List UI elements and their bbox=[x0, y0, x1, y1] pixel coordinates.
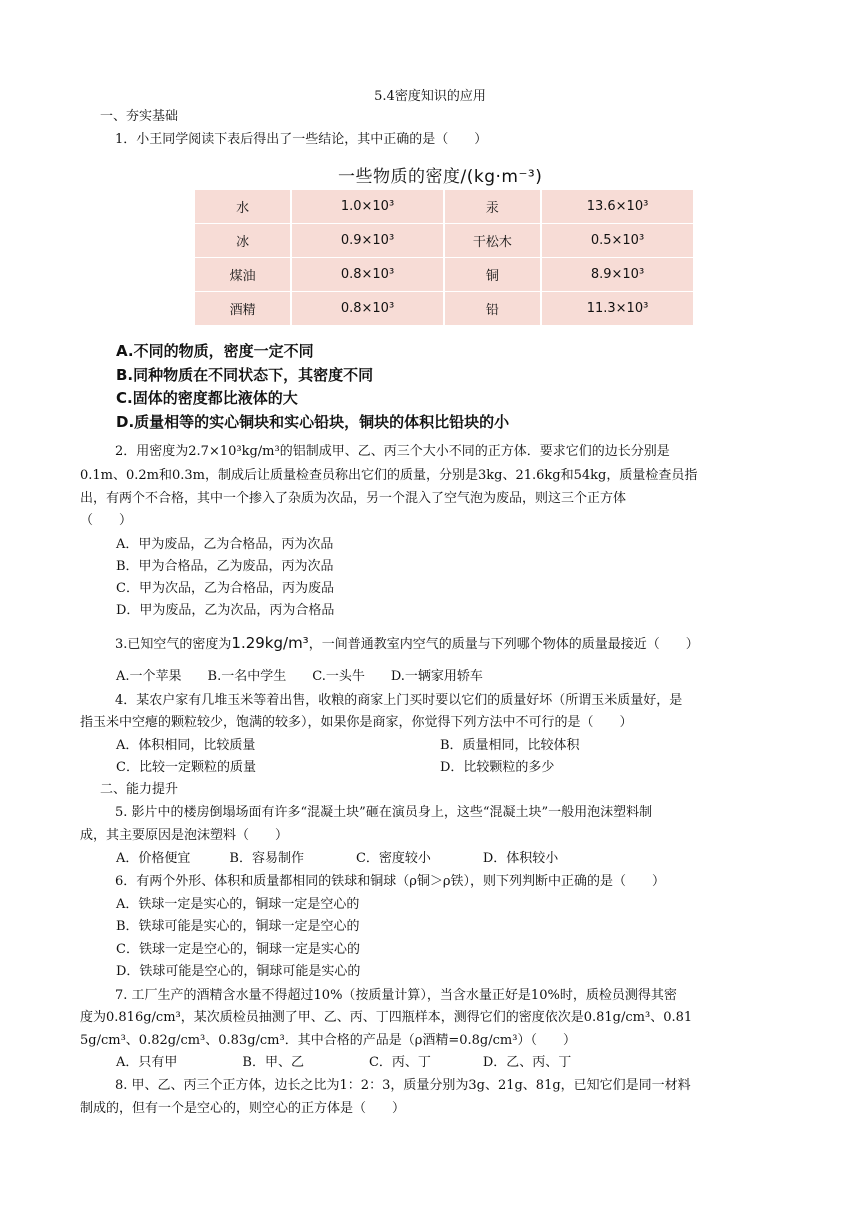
table-cell: 11.3×10³ bbox=[542, 292, 693, 326]
air-density-value: 1.29kg/m³ bbox=[231, 634, 309, 652]
question-5-line-1: 5. 影片中的楼房倒塌场面有许多“混凝土块”砸在演员身上，这些“混凝土块”一般用泡沫塑料制 bbox=[115, 805, 653, 820]
option-a: A．铁球一定是实心的，铜球一定是空心的 bbox=[116, 897, 360, 912]
option-d: D．比较颗粒的多少 bbox=[440, 760, 555, 775]
table-row bbox=[195, 292, 693, 326]
table-cell: 铜 bbox=[445, 258, 542, 292]
table-row bbox=[195, 224, 693, 258]
question-7-options: A．只有甲 B．甲、乙 C．丙、丁 D．乙、丙、丁 bbox=[116, 1055, 572, 1070]
table-cell: 水 bbox=[195, 190, 292, 224]
question-6-stem: 6．有两个外形、体积和质量都相同的铁球和铜球（ρ铜＞ρ铁），则下列判断中正确的是（ ） bbox=[115, 874, 666, 889]
question-8-line-2: 制成的，但有一个是空心的，则空心的正方体是（ ） bbox=[80, 1101, 406, 1116]
table-cell: 煤油 bbox=[195, 258, 292, 292]
table-cell: 汞 bbox=[445, 190, 542, 224]
density-table-title: 一些物质的密度/(kg·m⁻³) bbox=[338, 167, 543, 187]
question-4-line-2: 指玉米中空瘪的颗粒较少，饱满的较多），如果你是商家，你觉得下列方法中不可行的是（ ） bbox=[80, 715, 633, 730]
question-3-prefix: 3.已知空气的密度为 bbox=[115, 637, 232, 652]
question-2-line-1: 2．用密度为2.7×10³kg/m³的铝制成甲、乙、丙三个大小不同的正方体．要求它们的边长分别是 bbox=[115, 444, 670, 459]
option-b: B．质量相同，比较体积 bbox=[440, 738, 580, 753]
table-cell: 酒精 bbox=[195, 292, 292, 326]
page-title: 5.4密度知识的应用 bbox=[374, 89, 486, 104]
question-7-line-1: 7. 工厂生产的酒精含水量不得超过10%（按质量计算），当含水量正好是10%时，质检员测得其密 bbox=[115, 988, 677, 1003]
option-d: D．铁球可能是空心的，铜球可能是实心的 bbox=[116, 964, 361, 979]
table-cell: 铅 bbox=[445, 292, 542, 326]
table-cell: 冰 bbox=[195, 224, 292, 258]
question-2-line-4: （ ） bbox=[80, 513, 133, 528]
table-row bbox=[195, 258, 693, 292]
option-b: B.同种物质在不同状态下，其密度不同 bbox=[116, 366, 374, 384]
question-3-options: A.一个苹果 B.一名中学生 C.一头牛 D.一辆家用轿车 bbox=[116, 669, 483, 684]
option-c: C．比较一定颗粒的质量 bbox=[116, 760, 256, 775]
question-5-line-2: 成，其主要原因是泡沫塑料（ ） bbox=[80, 828, 289, 843]
question-4-line-1: 4．某农户家有几堆玉米等着出售，收粮的商家上门买时要以它们的质量好坏（所谓玉米质量好，是 bbox=[115, 693, 683, 708]
section-heading-basic: 一、夯实基础 bbox=[100, 109, 179, 124]
table-cell: 干松木 bbox=[445, 224, 542, 258]
option-c: C．铁球一定是空心的，铜球一定是实心的 bbox=[116, 942, 360, 957]
question-7-line-2: 度为0.816g/cm³，某次质检员抽测了甲、乙、丙、丁四瓶样本，测得它们的密度依次是0.81g/cm³、0.81 bbox=[80, 1010, 693, 1025]
option-b: B．铁球可能是实心的，铜球一定是空心的 bbox=[116, 919, 360, 934]
table-cell: 0.9×10³ bbox=[292, 224, 445, 258]
question-3-suffix: ，一间普通教室内空气的质量与下列哪个物体的质量最接近（ ） bbox=[308, 637, 699, 652]
option-a: A．体积相同，比较质量 bbox=[116, 738, 256, 753]
section-heading-advanced: 二、能力提升 bbox=[100, 782, 179, 797]
table-cell: 8.9×10³ bbox=[542, 258, 693, 292]
question-2-line-2: 0.1m、0.2m和0.3m，制成后让质量检查员称出它们的质量，分别是3kg、21.6kg和54kg，质量检查员指 bbox=[80, 468, 698, 483]
table-cell: 0.8×10³ bbox=[292, 258, 445, 292]
option-a: A．甲为废品，乙为合格品，丙为次品 bbox=[116, 537, 334, 552]
question-3-stem bbox=[115, 634, 699, 654]
option-d: D.质量相等的实心铜块和实心铅块，铜块的体积比铅块的小 bbox=[116, 413, 510, 431]
option-d: D．甲为废品，乙为次品，丙为合格品 bbox=[116, 603, 335, 618]
table-cell: 1.0×10³ bbox=[292, 190, 445, 224]
option-c: C．甲为次品，乙为合格品，丙为废品 bbox=[116, 581, 334, 596]
question-2-line-3: 出，有两个不合格，其中一个掺入了杂质为次品，另一个混入了空气泡为废品，则这三个正方体 bbox=[80, 491, 627, 506]
table-row bbox=[195, 190, 693, 224]
question-8-line-1: 8. 甲、乙、丙三个正方体，边长之比为1：2：3，质量分别为3g、21g、81g，已知它们是同一材料 bbox=[115, 1078, 691, 1093]
table-cell: 0.5×10³ bbox=[542, 224, 693, 258]
option-a: A.不同的物质，密度一定不同 bbox=[116, 342, 314, 360]
table-cell: 13.6×10³ bbox=[542, 190, 693, 224]
option-b: B．甲为合格品，乙为废品，丙为次品 bbox=[116, 559, 334, 574]
density-table bbox=[195, 190, 693, 326]
option-c: C.固体的密度都比液体的大 bbox=[116, 389, 298, 407]
question-5-options: A．价格便宜 B．容易制作 C．密度较小 D．体积较小 bbox=[116, 851, 559, 866]
question-1-stem: 1．小王同学阅读下表后得出了一些结论，其中正确的是（ ） bbox=[115, 132, 488, 147]
table-cell: 0.8×10³ bbox=[292, 292, 445, 326]
question-7-line-3: 5g/cm³、0.82g/cm³、0.83g/cm³．其中合格的产品是（ρ酒精=0.8g/cm³）（ ） bbox=[80, 1033, 576, 1048]
